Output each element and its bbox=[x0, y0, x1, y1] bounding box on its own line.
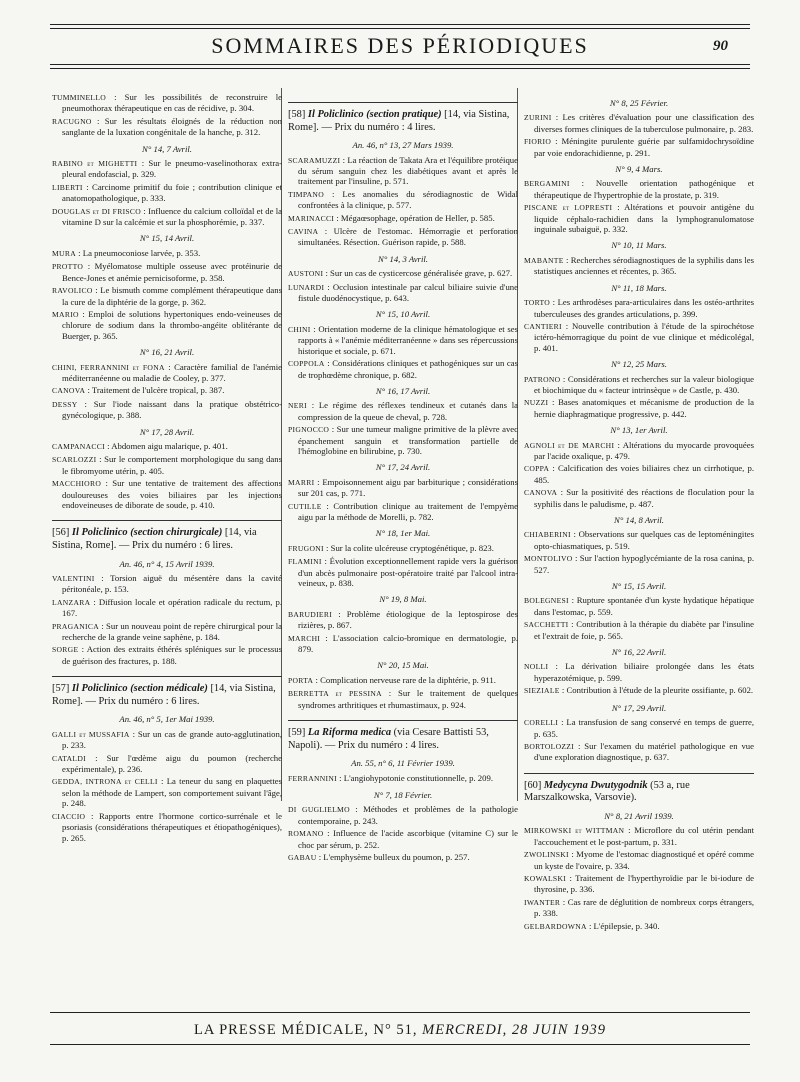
article-title: : Calcification des voies biliaires chez un cirrhotique, p. 485. bbox=[534, 463, 754, 485]
article-entry bbox=[524, 440, 754, 462]
article-author: NUZZI bbox=[524, 398, 549, 408]
article-entry bbox=[524, 595, 754, 617]
article-author: MONTOLIVO bbox=[524, 554, 573, 564]
journal-heading bbox=[288, 102, 518, 134]
article-entry bbox=[52, 92, 282, 114]
article-title: : Myome de l'estomac diagnostiqué et opéré comme un kyste de l'ovaire, p. 334. bbox=[534, 849, 754, 871]
article-entry bbox=[52, 441, 282, 452]
article-entry bbox=[524, 321, 754, 353]
article-author: GALLI et MUSSAFIA bbox=[52, 729, 130, 739]
article-entry bbox=[52, 206, 282, 228]
article-entry bbox=[52, 385, 282, 396]
article-entry bbox=[524, 825, 754, 847]
issue-heading: N° 16, 21 Avril. bbox=[139, 347, 195, 358]
article-author: BOLEGNESI bbox=[524, 596, 569, 606]
article-author: CANTIERI bbox=[524, 321, 562, 331]
journal-name: Il Policlinico (section pratique) bbox=[307, 109, 442, 120]
article-entry bbox=[524, 921, 754, 932]
article-author: BARUDIERI bbox=[288, 609, 333, 619]
article-entry bbox=[288, 358, 518, 380]
article-entry bbox=[52, 285, 282, 307]
article-author: GELBARDOWNA bbox=[524, 921, 587, 931]
article-author: NOLLI bbox=[524, 662, 549, 672]
article-title: : Emploi de solutions hypertoniques endo-veineuses de chlorure de sodium dans la thrombo-angéite oblitérante de Buerger, p. 365. bbox=[62, 308, 283, 341]
article-title: : La réaction de Takata Ara et l'équilibre protéique du sérum sanguin chez les diabétiques avant et après le traitement par l'insuline, p. 571. bbox=[298, 154, 518, 187]
article-author: ZWOLINSKI bbox=[524, 850, 569, 860]
article-title: : Orientation moderne de la clinique hématologique et ses rapports à « l'anémie méditerranéenne » dans ses répercussions historique et sociale, p. 671. bbox=[298, 323, 519, 356]
journal-number: [60] bbox=[524, 779, 542, 791]
article-entry bbox=[524, 374, 754, 396]
article-title: : Sur l'iode naissant dans la pratique obstétrico-gynécologique, p. 388. bbox=[62, 398, 282, 421]
article-author: ROMANO bbox=[288, 829, 324, 839]
article-title: : Sur un nouveau point de repère chirurgical pour la recherche de la grande veine saphène, p. 184. bbox=[62, 620, 282, 643]
article-title: : L'association calcio-bromique en dermatologie, p. 879. bbox=[298, 632, 518, 655]
issue-heading: N° 7, 18 Février. bbox=[373, 790, 433, 801]
article-author: TORTO bbox=[524, 298, 551, 308]
issue-heading: N° 12, 25 Mars. bbox=[611, 359, 667, 370]
article-title: : Altérations du myocarde provoquées par l'acide oxalique, p. 479. bbox=[534, 439, 754, 461]
issue-heading: N° 17, 24 Avril. bbox=[375, 462, 431, 473]
article-title: : Mégaœsophage, opération de Heller, p. 585. bbox=[336, 212, 495, 223]
article-author: FIORIO bbox=[524, 137, 552, 147]
journal-details: (via Cesare Battisti 53, Napoli). — Prix du numéro : 4 lires. bbox=[288, 727, 489, 751]
issue-heading: N° 9, 4 Mars. bbox=[615, 164, 663, 175]
article-entry bbox=[52, 248, 282, 259]
article-entry bbox=[524, 685, 754, 696]
article-entry bbox=[52, 116, 282, 138]
journal-name: Il Policlinico (section chirurgicale) bbox=[71, 527, 223, 539]
issue-heading: N° 14, 7 Avril. bbox=[142, 143, 192, 154]
article-entry bbox=[288, 852, 518, 863]
article-author: MARINACCI bbox=[288, 213, 335, 223]
article-entry bbox=[52, 182, 282, 204]
journal-details: [14, via Sistina, Rome]. — Prix du numéro : 4 lires. bbox=[288, 109, 510, 133]
article-title: : Problème étiologique de la leptospirose des rizières, p. 867. bbox=[298, 608, 519, 631]
article-author: SCARAMUZZI bbox=[288, 155, 341, 165]
issue-heading: N° 19, 8 Mai. bbox=[379, 594, 427, 605]
article-author: CHIABERINI bbox=[524, 530, 571, 540]
journal-heading bbox=[52, 676, 282, 708]
article-author: CHINI bbox=[288, 324, 311, 334]
article-title: : Contribution à l'étude de la pleurite ossifiante, p. 602. bbox=[561, 685, 754, 696]
article-title: : Cas rare de déglutition de nombreux corps étrangers, p. 338. bbox=[534, 896, 754, 919]
article-title: : Nouvelle contribution à l'étude de la spirochétose ictéro-hémorragique du point de vue clinique et médicolégal, p. 401. bbox=[534, 320, 754, 353]
article-entry bbox=[288, 324, 518, 356]
title-rule bbox=[50, 64, 750, 65]
article-entry bbox=[52, 573, 282, 595]
article-title: : Sur l'action hypoglycémiante de la rosa canina, p. 527. bbox=[534, 553, 754, 575]
article-title: : Altérations et pouvoir antigène du liquide céphalo-rachidien dans la lymphogranulomatose inguinale subaiguë, p. 332. bbox=[534, 202, 754, 235]
article-entry bbox=[52, 753, 282, 775]
article-author: MARIO bbox=[52, 309, 79, 319]
article-entry bbox=[52, 597, 282, 619]
issue-heading: An. 46, n° 5, 1er Mai 1939. bbox=[119, 714, 215, 725]
article-title: : Contribution à la thérapie du diabète par l'insuline et l'extrait de foie, p. 565. bbox=[534, 619, 754, 641]
article-title: : Observations sur quelques cas de leptoméningites opto-chiasmatiques, p. 519. bbox=[534, 529, 754, 551]
top-rule-2 bbox=[50, 28, 750, 29]
article-title: : Occlusion intestinale par calcul biliaire suivie d'une fistule duodénocystique, p. 643. bbox=[298, 281, 518, 304]
article-entry bbox=[524, 897, 754, 919]
article-author: PATRONO bbox=[524, 374, 561, 384]
journal-details: [14, via Sistina, Rome]. — Prix du numéro : 6 lires. bbox=[52, 683, 276, 707]
article-author: CAMPANACCI bbox=[52, 441, 105, 451]
page-number: 90 bbox=[713, 38, 728, 54]
article-author: BERRETTA et PESSINA bbox=[288, 689, 382, 699]
article-title: : Ulcère de l'estomac. Hémorragie et perforation simultanées. Résection. Guérison rapide, p. 588. bbox=[298, 226, 518, 248]
issue-heading: N° 18, 1er Mai. bbox=[375, 528, 431, 539]
title-rule-2 bbox=[50, 68, 750, 69]
article-title: : Sur la positivité des réactions de floculation pour la syphilis dans le paludisme, p. 487. bbox=[534, 487, 754, 509]
article-entry bbox=[524, 661, 754, 683]
article-entry bbox=[52, 261, 282, 283]
article-title: : Torsion aiguë du mésentère dans la cavité péritonéale, p. 153. bbox=[62, 573, 283, 595]
article-title: : Abdomen aigu malarique, p. 401. bbox=[107, 440, 228, 451]
article-author: VALENTINI bbox=[52, 574, 95, 583]
article-author: RACUGNO bbox=[52, 116, 92, 126]
article-author: MABANTE bbox=[524, 255, 564, 265]
article-title: : Carcinome primitif du foie ; contribution clinique et anatomopathologique, p. 333. bbox=[62, 181, 283, 204]
journal-name: Medycyna Dwutygodnik bbox=[543, 779, 648, 791]
article-entry bbox=[288, 556, 518, 588]
article-title: : Sur le comportement morphologique du sang dans le fibromyome utérin, p. 405. bbox=[62, 454, 282, 476]
article-title: : La dérivation biliaire prolongée dans les états hyperazotémique, p. 599. bbox=[534, 661, 754, 683]
article-entry bbox=[288, 282, 518, 304]
article-title: : Traitement de l'ulcère tropical, p. 387. bbox=[87, 385, 225, 396]
article-title: : Caractère familial de l'anémie méditerranéenne ou maladie de Cooley, p. 377. bbox=[62, 361, 283, 383]
article-title: : Considérations cliniques et pathogéniques sur un cas de trophœdème chronique, p. 682. bbox=[298, 358, 519, 380]
journal-name: La Riforma medica bbox=[307, 727, 392, 739]
article-entry bbox=[524, 619, 754, 641]
article-entry bbox=[288, 424, 518, 456]
article-entry bbox=[524, 202, 754, 234]
article-author: CIACCIO bbox=[52, 811, 86, 821]
article-author: DOUGLAS et DI FRISCO bbox=[52, 206, 142, 216]
article-title: : La transfusion de sang conservé en temps de guerre, p. 635. bbox=[534, 717, 755, 739]
article-author: PIGNOCCO bbox=[288, 425, 330, 435]
article-title: : Méthodes et problèmes de la pathologie contemporaine, p. 243. bbox=[298, 804, 518, 826]
article-author: CATALDI bbox=[52, 753, 86, 763]
article-entry bbox=[524, 178, 754, 200]
footer-date: MERCREDI, 28 JUIN 1939 bbox=[422, 1022, 607, 1038]
issue-heading: N° 8, 21 Avril 1939. bbox=[604, 810, 674, 821]
article-author: GABAU bbox=[288, 853, 317, 863]
article-title: : La teneur du sang en plaquettes selon la méthode de Lampert, son comportement suivant l'âge, p. 248. bbox=[62, 776, 282, 809]
article-entry bbox=[288, 773, 518, 784]
issue-heading: N° 16, 17 Avril. bbox=[375, 385, 431, 396]
article-author: MURA bbox=[52, 248, 76, 258]
article-entry bbox=[524, 741, 754, 763]
footer-journal: LA PRESSE MÉDICALE, N° 51, bbox=[193, 1022, 418, 1038]
article-author: BERGAMINI bbox=[524, 179, 570, 189]
issue-heading: N° 8, 25 Février. bbox=[609, 98, 669, 108]
article-title: : Sur l'examen du matériel pathologique en vue d'une exploration diagnostique, p. 637. bbox=[534, 740, 754, 763]
article-title: : Sur un cas de grande auto-agglutination, p. 233. bbox=[62, 728, 283, 751]
journal-details: (53 a, rue Marszalkowska, Varsovie). bbox=[524, 779, 690, 804]
article-author: AGNOLI et DE MARCHI bbox=[524, 440, 615, 450]
article-entry bbox=[52, 309, 282, 341]
article-entry bbox=[524, 553, 754, 575]
article-entry bbox=[288, 688, 518, 710]
article-author: CANOVA bbox=[52, 386, 86, 396]
article-title: : Sur le pneumo-vaselinothorax extra-pleural endofascial, p. 329. bbox=[62, 158, 282, 180]
article-title: : Évolution exceptionnellement rapide vers la guérison d'un abcès pulmonaire post-opératoire traité par l'alcool intra-veineux, p. 838. bbox=[298, 556, 519, 588]
article-author: GEDDA, INTRONA et CELLI bbox=[52, 777, 158, 787]
article-title: : Complication nerveuse rare de la diphtérie, p. 911. bbox=[315, 674, 496, 685]
article-entry bbox=[524, 487, 754, 509]
article-entry bbox=[524, 255, 754, 277]
article-title: : Sur le traitement de quelques syndromes arthritiques et rhumastimaux, p. 924. bbox=[298, 688, 518, 710]
article-title: : Sur l'œdème aigu du poumon (recherche expérimentale), p. 236. bbox=[62, 752, 282, 775]
issue-heading: N° 15, 14 Avril. bbox=[139, 233, 195, 244]
issue-heading: N° 16, 22 Avril. bbox=[611, 647, 667, 658]
journal-number: [56] bbox=[52, 527, 70, 539]
article-author: KOWALSKI bbox=[524, 873, 567, 883]
article-title: : Myélomatose multiple osseuse avec protéinurie de Bence-Jones et anémie pernicisoforme, p. 358. bbox=[62, 261, 282, 283]
article-title: : Sur un cas de cysticercose généralisée grave, p. 627. bbox=[325, 268, 513, 279]
article-author: DI GUGLIELMO bbox=[288, 805, 350, 815]
article-entry bbox=[52, 776, 282, 808]
article-title: : Contribution clinique au traitement de l'empyème aigu par la méthode de Morelli, p. 782. bbox=[298, 500, 519, 522]
article-author: PISCANE et LOPRESTI bbox=[524, 203, 613, 213]
article-entry bbox=[52, 399, 282, 421]
top-rule bbox=[50, 24, 750, 25]
article-title: : L'épilepsie, p. 340. bbox=[588, 920, 660, 931]
article-author: BORTOLOZZI bbox=[524, 741, 575, 751]
article-title: : Sur les possibilités de reconstruire le pneumothorax thérapeutique en cas de récidive, p. 304. bbox=[62, 92, 282, 114]
article-title: : Microflore du col utérin pendant l'accouchement et le post-partum, p. 331. bbox=[534, 825, 755, 847]
article-author: FLAMINI bbox=[288, 557, 322, 567]
column-1 bbox=[52, 92, 283, 843]
article-author: CUTILLE bbox=[288, 501, 322, 511]
article-author: LANZARA bbox=[52, 597, 91, 607]
article-author: MACCHIORO bbox=[52, 479, 102, 489]
issue-heading: An. 46, n° 13, 27 Mars 1939. bbox=[352, 140, 454, 151]
article-title: : Traitement de l'hyperthyroïdie par le bi-iodure de thyrosine, p. 336. bbox=[534, 872, 755, 895]
article-entry bbox=[288, 804, 518, 826]
article-title: : Empoisonnement aigu par barbiturique ; considérations sur 201 cas, p. 771. bbox=[298, 476, 519, 499]
article-title: : Rapports entre l'hormone cortico-surrénale et le psoriasis (considérations thérapeutiques et étiopathogéniques), p. 265. bbox=[62, 810, 282, 843]
page-title: SOMMAIRES DES PÉRIODIQUES bbox=[211, 33, 589, 58]
article-author: CANOVA bbox=[524, 488, 558, 498]
article-author: TIMPANO bbox=[288, 189, 324, 199]
article-title: : Considérations et recherches sur la valeur biologique et biochimique du « facteur intrinsèque » de Castle, p. 430. bbox=[534, 373, 754, 395]
article-entry bbox=[288, 828, 518, 850]
footer-rule-2 bbox=[50, 1044, 750, 1045]
article-entry bbox=[52, 362, 282, 384]
article-author: FERRANNINI bbox=[288, 773, 337, 783]
article-author: COPPOLA bbox=[288, 359, 325, 369]
article-entry bbox=[524, 849, 754, 871]
article-author: TUMMINELLO bbox=[52, 93, 107, 102]
article-author: MARRI bbox=[288, 477, 315, 487]
article-title: : Influence de l'acide ascorbique (vitamine C) sur le choc par sérum, p. 252. bbox=[298, 828, 519, 850]
issue-heading: N° 20, 15 Mai. bbox=[377, 660, 429, 671]
article-entry bbox=[524, 397, 754, 419]
article-author: NERI bbox=[288, 401, 307, 411]
article-entry bbox=[288, 400, 518, 422]
article-entry bbox=[524, 297, 754, 319]
article-title: : Les arthrodèses para-articulaires dans les ostéo-arthrites tuberculeuses des grandes articulations, p. 399. bbox=[534, 297, 755, 319]
article-author: MARCHI bbox=[288, 633, 321, 643]
article-author: PRAGANICA bbox=[52, 621, 100, 631]
article-entry bbox=[52, 811, 282, 843]
article-author: MIRKOWSKI et WITTMAN bbox=[524, 826, 625, 836]
article-entry bbox=[288, 609, 518, 631]
article-entry bbox=[524, 529, 754, 551]
article-author: SCARLOZZI bbox=[52, 455, 97, 465]
article-entry bbox=[288, 213, 518, 224]
issue-heading: N° 14, 8 Avril. bbox=[614, 515, 664, 525]
article-entry bbox=[288, 226, 518, 248]
article-entry bbox=[52, 729, 282, 751]
article-author: SACCHETTI bbox=[524, 620, 569, 630]
footer bbox=[0, 1022, 800, 1039]
article-entry bbox=[288, 155, 518, 187]
article-entry bbox=[52, 454, 282, 476]
article-entry bbox=[524, 463, 754, 485]
article-author: SORGE bbox=[52, 645, 79, 655]
journal-number: [58] bbox=[288, 109, 306, 120]
issue-heading: An. 55, n° 6, 11 Février 1939. bbox=[351, 758, 455, 769]
article-author: AUSTONI bbox=[288, 269, 324, 279]
article-title: : Action des extraits éthérés spléniques sur le processus de guérison des fractures, p. 188. bbox=[62, 644, 283, 666]
issue-heading: N° 11, 18 Mars. bbox=[611, 282, 667, 293]
article-author: LUNARDI bbox=[288, 282, 325, 292]
article-title: : Sur la colite ulcéreuse cryptogénétique, p. 823. bbox=[326, 542, 494, 553]
journal-details: [14, via Sistina, Rome]. — Prix du numéro : 6 lires. bbox=[52, 527, 257, 551]
issue-heading: N° 10, 11 Mars. bbox=[611, 240, 667, 251]
article-entry bbox=[288, 268, 518, 279]
article-title: : Bases anatomiques et mécanisme de production de la hernie diaphragmatique progressive, p. 442. bbox=[534, 397, 754, 419]
article-author: PORTA bbox=[288, 675, 314, 685]
article-title: : Les critères d'évaluation pour une classification des diverses formes cliniques de la tuberculose pulmonaire, p. 283. bbox=[534, 112, 754, 134]
article-author: DESSY bbox=[52, 399, 78, 409]
issue-heading: N° 14, 3 Avril. bbox=[378, 253, 428, 264]
article-entry bbox=[288, 189, 518, 211]
footer-rule bbox=[50, 1012, 750, 1013]
issue-heading: N° 17, 29 Avril. bbox=[611, 702, 667, 713]
issue-heading: An. 46, n° 4, 15 Avril 1939. bbox=[119, 558, 215, 569]
article-title: : La pneumoconiose larvée, p. 353. bbox=[78, 247, 201, 258]
issue-heading: N° 13, 1er Avril. bbox=[610, 425, 668, 436]
article-title: : Nouvelle orientation pathogénique et thérapeutique de l'hypertrophie de la prostate, p. 319. bbox=[534, 178, 754, 200]
article-title: : Les anomalies du sérodiagnostic de Widal confrontées à la clinique, p. 577. bbox=[298, 188, 519, 211]
article-entry bbox=[288, 633, 518, 655]
article-entry bbox=[524, 112, 754, 134]
article-author: SIEZIALE bbox=[524, 686, 560, 696]
article-title: : Influence du calcium colloïdal et de la vitamine D sur la calcémie et sur la phosphorémie, p. 337. bbox=[62, 205, 283, 228]
article-author: RAVOLICO bbox=[52, 286, 93, 296]
journal-heading bbox=[52, 520, 282, 552]
article-entry bbox=[288, 477, 518, 499]
article-author: FRUGONI bbox=[288, 543, 324, 553]
article-title: : Diffusion locale et opération radicale du rectum, p. 167. bbox=[62, 596, 282, 619]
article-entry bbox=[524, 717, 754, 739]
article-title: : Rupture spontanée d'un kyste hydatique hépatique dans l'estomac, p. 559. bbox=[534, 595, 754, 617]
article-title: : L'emphysème bulleux du poumon, p. 257. bbox=[318, 852, 470, 863]
article-title: : Sur les résultats éloignés de la réduction non sanglante de la luxation congénitale de la hanche, p. 312. bbox=[62, 115, 283, 138]
article-author: RABINO et MIGHETTI bbox=[52, 159, 138, 169]
article-title: : L'angiohypotonie constitutionnelle, p. 209. bbox=[339, 772, 493, 783]
article-entry bbox=[52, 621, 282, 643]
article-entry bbox=[288, 501, 518, 523]
issue-heading: N° 15, 15 Avril. bbox=[611, 581, 667, 592]
article-entry bbox=[52, 158, 282, 180]
journal-heading bbox=[288, 720, 518, 752]
article-author: CAVINA bbox=[288, 227, 319, 237]
article-title: : Le régime des réflexes tendineux et cutanés dans la compression de la queue de cheval, p. 728. bbox=[298, 400, 519, 422]
journal-number: [59] bbox=[288, 727, 306, 739]
article-entry bbox=[52, 478, 282, 510]
issue-heading: N° 15, 10 Avril. bbox=[375, 309, 431, 320]
article-author: ZURINI bbox=[524, 113, 552, 123]
article-title: : Sur une tentative de traitement des affections douloureuses des voies biliaires par les injections endoveineuses de diborate de soude, p. 410. bbox=[62, 478, 282, 510]
article-entry bbox=[524, 873, 754, 895]
article-title: : Sur une tumeur maligne primitive de la plèvre avec épanchement sanguin et transformation partielle de l'hémoglobine en bilirubine, p. 730. bbox=[298, 424, 518, 456]
article-author: CORELLI bbox=[524, 718, 559, 728]
article-author: CHINI, FERRANNINI et FONA bbox=[52, 362, 165, 372]
journal-heading bbox=[524, 773, 754, 805]
article-author: PROTTO bbox=[52, 262, 84, 272]
article-title: : Le bismuth comme complément thérapeutique dans la cure de la diphtérie de la gorge, p. 362. bbox=[62, 285, 282, 307]
article-author: IWANTER bbox=[524, 897, 561, 907]
article-entry bbox=[524, 136, 754, 158]
column-3 bbox=[524, 92, 755, 931]
article-title: : Recherches sérodiagnostiques de la syphilis dans les statistiques anciennes et récentes, p. 365. bbox=[534, 254, 755, 277]
journal-number: [57] bbox=[52, 683, 70, 695]
issue-heading: N° 17, 28 Avril. bbox=[139, 426, 195, 437]
article-author: COPPA bbox=[524, 464, 550, 474]
column-2 bbox=[288, 92, 519, 863]
article-author: LIBERTI bbox=[52, 182, 83, 192]
article-entry bbox=[52, 644, 282, 666]
article-entry bbox=[288, 543, 518, 554]
journal-name: Il Policlinico (section médicale) bbox=[71, 683, 208, 695]
article-entry bbox=[288, 675, 518, 686]
article-title: : Méningite purulente guérie par sulfamidochrysoïdine par voie endorachidienne, p. 291. bbox=[534, 136, 754, 158]
